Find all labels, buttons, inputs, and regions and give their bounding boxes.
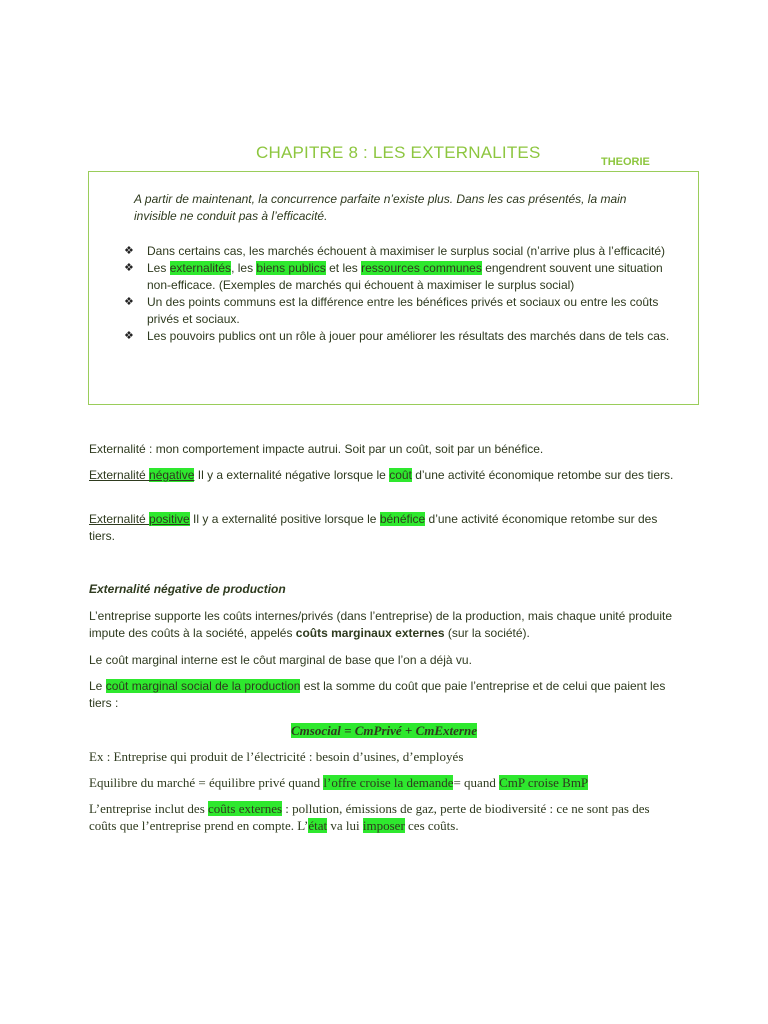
diamond-bullet-icon: ❖ bbox=[124, 245, 134, 257]
paragraph-couts-internes bbox=[89, 608, 679, 642]
highlight-positive: positive bbox=[149, 512, 190, 526]
diamond-bullet-icon: ❖ bbox=[124, 262, 134, 274]
bullet-text: et les bbox=[325, 261, 362, 275]
bullet-text: Les bbox=[147, 261, 170, 275]
highlight-biens-publics: biens publics bbox=[256, 261, 326, 275]
highlight-negative: négative bbox=[149, 468, 195, 482]
para-text: Le bbox=[89, 679, 106, 693]
highlight-offre-demande: l’offre croise la demande bbox=[323, 775, 454, 790]
paragraph-equilibre bbox=[89, 774, 679, 791]
para-text: va lui bbox=[327, 818, 363, 833]
bullet-text: Un des points communs est la différence entre les bénéfices privés et sociaux ou entre les coûts privés et sociaux. bbox=[147, 295, 659, 326]
highlight-formula: Cmsocial = CmPrivé + CmExterne bbox=[291, 723, 477, 738]
diamond-bullet-icon: ❖ bbox=[124, 296, 134, 308]
bullet-text: Les pouvoirs publics ont un rôle à jouer pour améliorer les résultats des marchés dans de tels cas. bbox=[147, 329, 670, 343]
highlight-couts-externes: coûts externes bbox=[208, 801, 283, 816]
para-text: : pollution, émissions de gaz, perte de biodiversité : ce ne sont pas des coûts que l’entreprise prend en compte. L’ bbox=[89, 801, 650, 833]
highlight-benefice: bénéfice bbox=[379, 512, 426, 526]
def-label: Externalité bbox=[89, 468, 150, 482]
para-text: L’entreprise inclut des bbox=[89, 801, 209, 816]
highlight-cout-marginal-social: coût marginal social de la production bbox=[105, 679, 301, 693]
para-text: = quand bbox=[453, 775, 500, 790]
bullet-item bbox=[124, 243, 674, 260]
bullet-item bbox=[124, 294, 674, 328]
paragraph-couts-externes bbox=[89, 800, 679, 834]
paragraph-example: Ex : Entreprise qui produit de l’électricité : besoin d’usines, d’employés bbox=[89, 749, 464, 764]
summary-bullet-list bbox=[124, 243, 674, 345]
diamond-bullet-icon: ❖ bbox=[124, 330, 134, 342]
bullet-text: engendrent souvent une situation non-efficace. (Exemples de marchés qui échouent à maximiser le surplus social) bbox=[147, 261, 663, 292]
highlight-externalites: externalités bbox=[169, 261, 232, 275]
para-text: est la somme du coût que paie l’entreprise et de celui que paient les tiers : bbox=[89, 679, 666, 710]
def-text: d’une activité économique retombe sur des tiers. bbox=[411, 468, 674, 482]
bullet-item bbox=[124, 328, 674, 345]
section-heading: Externalité négative de production bbox=[89, 582, 286, 596]
bullet-item bbox=[124, 260, 674, 294]
para-text: ces coûts. bbox=[404, 818, 459, 833]
para-text: Equilibre du marché = équilibre privé quand bbox=[89, 775, 324, 790]
theorie-tag: THEORIE bbox=[601, 156, 650, 168]
bullet-text: , les bbox=[231, 261, 257, 275]
bullet-text: Dans certains cas, les marchés échouent à maximiser le surplus social (n’arrive plus à l’efficacité) bbox=[147, 244, 665, 258]
definition-negative bbox=[89, 467, 679, 484]
intro-text: A partir de maintenant, la concurrence parfaite n’existe plus. Dans les cas présentés, la main invisible ne conduit pas à l’efficacité. bbox=[134, 192, 627, 223]
para-text: L’entreprise supporte les coûts internes/privés (dans l’entreprise) de la production, mais chaque unité produite impute des coûts à la société, appelés bbox=[89, 609, 672, 640]
highlight-ressources-communes: ressources communes bbox=[361, 261, 482, 275]
highlight-imposer: imposer bbox=[362, 818, 405, 833]
def-text: Il y a externalité positive lorsque le bbox=[189, 512, 380, 526]
def-label: Externalité bbox=[89, 512, 150, 526]
definition-positive bbox=[89, 511, 679, 545]
highlight-cmp-bmp: CmP croise BmP bbox=[499, 775, 589, 790]
def-text: d’une activité économique retombe sur des tiers. bbox=[89, 512, 658, 543]
paragraph-cout-social bbox=[89, 678, 679, 712]
highlight-etat: état bbox=[308, 818, 328, 833]
chapter-title: CHAPITRE 8 : LES EXTERNALITES bbox=[256, 143, 541, 162]
def-text: Il y a externalité négative lorsque le bbox=[194, 468, 390, 482]
highlight-cout: coût bbox=[389, 468, 412, 482]
definition-externalite: Externalité : mon comportement impacte autrui. Soit par un coût, soit par un bénéfice. bbox=[89, 442, 544, 456]
formula-cmsocial bbox=[0, 723, 768, 739]
paragraph-cout-interne: Le coût marginal interne est le côut marginal de base que l’on a déjà vu. bbox=[89, 653, 472, 667]
para-text: (sur la société). bbox=[444, 626, 530, 640]
bold-couts-marginaux-externes: coûts marginaux externes bbox=[295, 626, 445, 640]
